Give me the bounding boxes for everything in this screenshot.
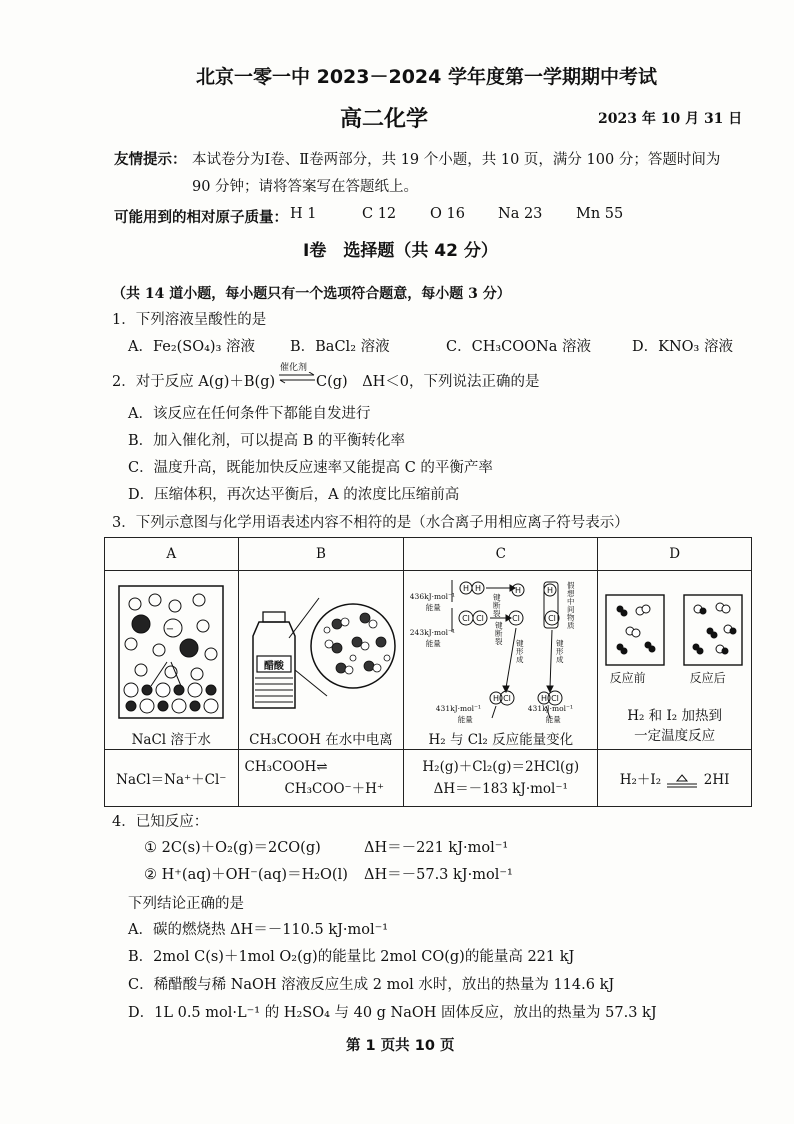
tips-label: 友情提示： (114, 151, 187, 168)
q4-option-b: B．2mol C(s)＋1mol O₂(g)的能量比 2mol CO(g)的能量高 221 kJ (128, 949, 575, 965)
label-energy-4: 能量 (545, 715, 561, 724)
svg-text:Cl: Cl (461, 614, 470, 623)
q3-formula-d-left: H₂＋I₂ (619, 772, 662, 788)
atomic-mass-na: Na 23 (498, 206, 543, 222)
q3-header-c: C (404, 538, 598, 571)
svg-text:−: − (166, 624, 175, 635)
q1-option-b: B．BaCl₂ 溶液 (290, 339, 390, 355)
label-431-b: 431kJ·mol⁻¹ (527, 704, 574, 713)
label-break-2: 键断裂 (495, 621, 503, 646)
q1-option-d: D．KNO₃ 溶液 (632, 339, 733, 355)
label-break-1: 键断裂 (493, 593, 501, 618)
q3-formula-d-right: 2HI (703, 772, 730, 788)
q3-caption-b: CH₃COOH 在水中电离 (249, 732, 393, 748)
q3-stem: 3．下列示意图与化学用语表述内容不相符的是（水合离子用相应离子符号表示） (112, 515, 629, 531)
q3-caption-c: H₂ 与 Cl₂ 反应能量变化 (428, 732, 574, 748)
svg-text:H: H (514, 586, 521, 595)
q3-caption-a: NaCl 溶于水 (131, 732, 211, 748)
q3-header-b: B (238, 538, 404, 571)
q3-formula-a: NaCl＝Na⁺＋Cl⁻ (105, 750, 239, 807)
label-after: 反应后 (689, 671, 726, 685)
label-intermediate: 假想中间物质 (567, 581, 575, 630)
q4-reaction1-equation: ① 2C(s)＋O₂(g)＝2CO(g) (144, 840, 321, 856)
atomic-mass-mn: Mn 55 (576, 206, 624, 222)
label-form-1: 键形成 (516, 639, 524, 664)
page-footer: 第 1 页共 10 页 (346, 1038, 455, 1054)
q3-caption-d1: H₂ 和 I₂ 加热到 (627, 708, 723, 724)
q3-formula-d-cell (598, 750, 752, 807)
q4-reaction2-equation: ② H⁺(aq)＋OH⁻(aq)＝H₂O(l) (144, 867, 348, 883)
acetic-acid-bottle-diagram (241, 578, 401, 724)
q4-reaction1-dh: ΔH＝－221 kJ·mol⁻¹ (364, 840, 509, 856)
svg-text:Cl: Cl (511, 614, 520, 623)
q3-cell-b-diagram (238, 571, 404, 750)
label-431-a: 431kJ·mol⁻¹ (435, 704, 482, 713)
q2-option-a: A．该反应在任何条件下都能自发进行 (128, 406, 371, 422)
svg-text:Cl: Cl (475, 614, 484, 623)
heat-triangle-arrow-icon (665, 774, 699, 788)
tips-line1: 本试卷分为Ⅰ卷、Ⅱ卷两部分，共 19 个小题，共 10 页，满分 100 分；答题时间为 (192, 152, 721, 168)
tips-line2: 90 分钟；请将答案写在答题纸上。 (192, 179, 419, 195)
q3-cell-c-diagram (404, 571, 598, 750)
section-title: Ⅰ卷 选择题（共 42 分） (303, 241, 498, 261)
bottle-label: 醋酸 (263, 661, 284, 672)
q2-option-b: B．加入催化剂，可以提高 B 的平衡转化率 (128, 433, 406, 449)
label-energy-1: 能量 (425, 603, 441, 612)
q3-formula-b-line1: CH₃COOH⇌ (244, 759, 328, 775)
equilibrium-arrow-icon (278, 372, 316, 384)
q4-reaction2-dh: ΔH＝－57.3 kJ·mol⁻¹ (364, 867, 513, 883)
exam-title: 北京一零一中 2023－2024 学年度第一学期期中考试 (196, 66, 657, 88)
subject-title: 高二化学 (340, 107, 429, 132)
q3-formula-c-cell (404, 750, 598, 807)
q3-formula-b-cell (238, 750, 404, 807)
q3-formula-b-line2: CH₃COO⁻＋H⁺ (284, 781, 385, 797)
q3-caption-d2: 一定温度反应 (634, 728, 716, 744)
atomic-mass-o: O 16 (430, 206, 465, 222)
q3-formula-c-line2: ΔH＝－183 kJ·mol⁻¹ (433, 781, 568, 797)
q3-options-table (104, 537, 752, 807)
svg-text:H: H (546, 586, 553, 595)
svg-text:H: H (492, 694, 499, 703)
label-energy-2: 能量 (425, 639, 441, 648)
atomic-mass-label: 可能用到的相对原子质量： (114, 209, 288, 226)
q1-option-c: C．CH₃COONa 溶液 (446, 339, 591, 355)
svg-text:Cl: Cl (547, 614, 556, 623)
q2-option-d: D．压缩体积，再次达平衡后，A 的浓度比压缩前高 (128, 487, 460, 503)
q1-option-a: A．Fe₂(SO₄)₃ 溶液 (128, 339, 256, 355)
q4-option-a: A．碳的燃烧热 ΔH＝－110.5 kJ·mol⁻¹ (128, 922, 389, 938)
atomic-mass-h: H 1 (290, 206, 317, 222)
svg-text:H: H (540, 694, 547, 703)
q3-header-a: A (105, 538, 239, 571)
label-energy-3: 能量 (457, 715, 473, 724)
q3-cell-a-diagram (105, 571, 239, 750)
svg-text:H: H (474, 584, 481, 593)
label-form-2: 键形成 (556, 639, 564, 664)
svg-text:Cl: Cl (550, 694, 559, 703)
atomic-mass-c: C 12 (362, 206, 397, 222)
q3-cell-d-diagram (598, 571, 752, 750)
q4-option-d: D．1L 0.5 mol·L⁻¹ 的 H₂SO₄ 与 40 g NaOH 固体反应，放出的热量为 57.3 kJ (128, 1005, 657, 1021)
q3-formula-c-line1: H₂(g)＋Cl₂(g)＝2HCl(g) (422, 759, 580, 775)
nacl-dissolution-diagram (111, 578, 231, 724)
q4-prompt: 下列结论正确的是 (128, 896, 244, 912)
svg-text:H: H (462, 584, 469, 593)
q2-stem-prefix: 2．对于反应 A(g)＋B(g) (112, 374, 276, 390)
label-243: 243kJ·mol⁻¹ (409, 628, 456, 637)
q2-stem-suffix: C(g) ΔH＜0，下列说法正确的是 (316, 374, 540, 390)
q2-catalyst-label: 催化剂 (280, 363, 308, 373)
q1-stem: 1．下列溶液呈酸性的是 (112, 312, 267, 328)
q2-option-c: C．温度升高，既能加快反应速率又能提高 C 的平衡产率 (128, 460, 493, 476)
q4-option-c: C．稀醋酸与稀 NaOH 溶液反应生成 2 mol 水时，放出的热量为 114.6 kJ (128, 977, 615, 993)
label-436: 436kJ·mol⁻¹ (409, 592, 456, 601)
q4-stem: 4．已知反应： (112, 814, 209, 830)
label-before: 反应前 (609, 671, 646, 685)
section-instructions: （共 14 道小题，每小题只有一个选项符合题意，每小题 3 分） (112, 286, 511, 302)
exam-date: 2023 年 10 月 31 日 (598, 111, 743, 127)
svg-text:Cl: Cl (502, 694, 511, 703)
q3-header-d: D (598, 538, 752, 571)
